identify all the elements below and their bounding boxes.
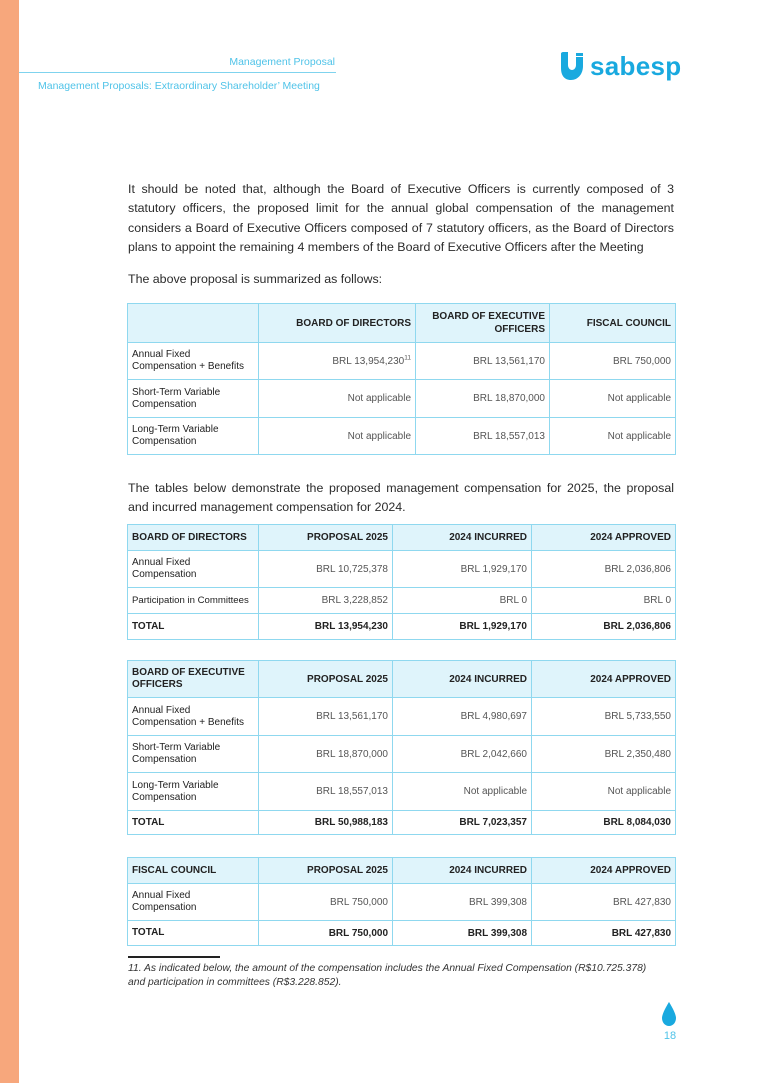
value-cell: BRL 2,042,660 [393,736,532,773]
table-row [128,698,676,736]
header-cell: 2024 APPROVED [532,525,676,551]
header-cell: 2024 INCURRED [393,858,532,884]
total-label: TOTAL [128,614,259,640]
value-cell: BRL 18,870,000 [416,380,550,418]
sabesp-logo [558,50,681,82]
header-cell: 2024 APPROVED [532,858,676,884]
row-label: Participation in Committees [128,588,259,614]
row-label: Annual Fixed Compensation [128,551,259,588]
total-value: BRL 8,084,030 [532,811,676,835]
board-of-directors-table [127,524,676,640]
value-cell: BRL 18,557,013 [416,418,550,455]
value-cell: BRL 0 [393,588,532,614]
table-row [128,773,676,811]
water-drop-icon [662,1002,676,1026]
value-cell: BRL 13,561,170 [259,698,393,736]
total-label: TOTAL [128,921,259,946]
header-cell: PROPOSAL 2025 [259,525,393,551]
value-cell: BRL 10,725,378 [259,551,393,588]
summary-table [127,303,676,455]
footnote: 11. As indicated below, the amount of the compensation includes the Annual Fixed Compensation (R$10.725.378) and participation in committees (R$3.228.852). [128,963,647,988]
table-row [128,736,676,773]
value-cell: BRL 3,228,852 [259,588,393,614]
total-label: TOTAL [128,811,259,835]
table-header-row [128,661,676,698]
table-row [128,418,676,455]
value-cell: Not applicable [550,418,676,455]
table-row [128,588,676,614]
value-cell: BRL 0 [532,588,676,614]
side-accent-bar [0,0,19,1083]
page-number: 18 [663,1030,677,1042]
header-divider [19,72,336,73]
row-label: Short-Term Variable Compensation [128,380,259,418]
summary-intro: The above proposal is summarized as follows: [128,272,383,286]
table-header-row [128,858,676,884]
sabesp-logo-icon [558,51,586,81]
value-cell [259,343,416,380]
value-cell: BRL 5,733,550 [532,698,676,736]
value-cell: BRL 2,350,480 [532,736,676,773]
header-title: Management Proposal [229,56,335,68]
total-value: BRL 2,036,806 [532,614,676,640]
value-cell: BRL 1,929,170 [393,551,532,588]
header-cell: PROPOSAL 2025 [259,661,393,698]
value-cell: BRL 750,000 [550,343,676,380]
total-value: BRL 1,929,170 [393,614,532,640]
value-cell: BRL 13,561,170 [416,343,550,380]
logo-text: sabesp [590,51,682,81]
header-cell: BOARD OF DIRECTORS [128,525,259,551]
value-cell: BRL 427,830 [532,884,676,921]
value-cell: BRL 750,000 [259,884,393,921]
total-row [128,921,676,946]
row-label: Annual Fixed Compensation + Benefits [128,698,259,736]
row-label: Short-Term Variable Compensation [128,736,259,773]
table-row [128,551,676,588]
row-label: Annual Fixed Compensation + Benefits [128,343,259,380]
value-cell: BRL 2,036,806 [532,551,676,588]
header-cell [128,304,259,343]
value-cell: Not applicable [393,773,532,811]
value-cell: BRL 4,980,697 [393,698,532,736]
value-cell: BRL 399,308 [393,884,532,921]
row-label: Long-Term Variable Compensation [128,773,259,811]
total-value: BRL 13,954,230 [259,614,393,640]
value-cell: Not applicable [532,773,676,811]
total-value: BRL 750,000 [259,921,393,946]
footnote-divider [128,956,220,958]
value-cell: BRL 18,870,000 [259,736,393,773]
total-value: BRL 427,830 [532,921,676,946]
header-cell: BOARD OF DIRECTORS [259,304,416,343]
total-row [128,614,676,640]
table-row [128,884,676,921]
intro-paragraph: It should be noted that, although the Board of Executive Officers is currently composed of 3 statutory officers, the proposed limit for the annual global compensation of the management considers a Board of Executive Officers composed of 7 statutory officers, as the Board of Directors plans to appoint the remaining 4 members of the Board of Executive Officers after the Meeting [128,182,674,255]
table-header-row [128,304,676,343]
table-header-row [128,525,676,551]
value-text: BRL 13,954,230 [332,355,405,367]
tables-intro: The tables below demonstrate the proposed management compensation for 2025, the proposal and incurred management compensation for 2024. [128,481,674,515]
value-cell: Not applicable [259,418,416,455]
header-cell: PROPOSAL 2025 [259,858,393,884]
header-cell-text: BOARD OF EXECUTIVE OFFICERS [432,311,545,335]
total-value: BRL 399,308 [393,921,532,946]
table-row [128,380,676,418]
row-label: Long-Term Variable Compensation [128,418,259,455]
header-cell: FISCAL COUNCIL [550,304,676,343]
row-label: Annual Fixed Compensation [128,884,259,921]
header-cell: BOARD OF EXECUTIVE OFFICERS [128,661,259,698]
header-subtitle: Management Proposals: Extraordinary Shareholder’ Meeting [38,80,320,92]
header-cell: 2024 INCURRED [393,525,532,551]
total-value: BRL 50,988,183 [259,811,393,835]
fiscal-council-table [127,857,676,946]
header-cell [416,304,550,343]
footnote-ref: 11 [404,354,411,362]
value-cell: Not applicable [259,380,416,418]
header-cell: 2024 INCURRED [393,661,532,698]
value-cell: BRL 18,557,013 [259,773,393,811]
total-value: BRL 7,023,357 [393,811,532,835]
header-cell: FISCAL COUNCIL [128,858,259,884]
table-row [128,343,676,380]
board-of-executive-officers-table [127,660,676,835]
header-cell: 2024 APPROVED [532,661,676,698]
value-cell: Not applicable [550,380,676,418]
total-row [128,811,676,835]
